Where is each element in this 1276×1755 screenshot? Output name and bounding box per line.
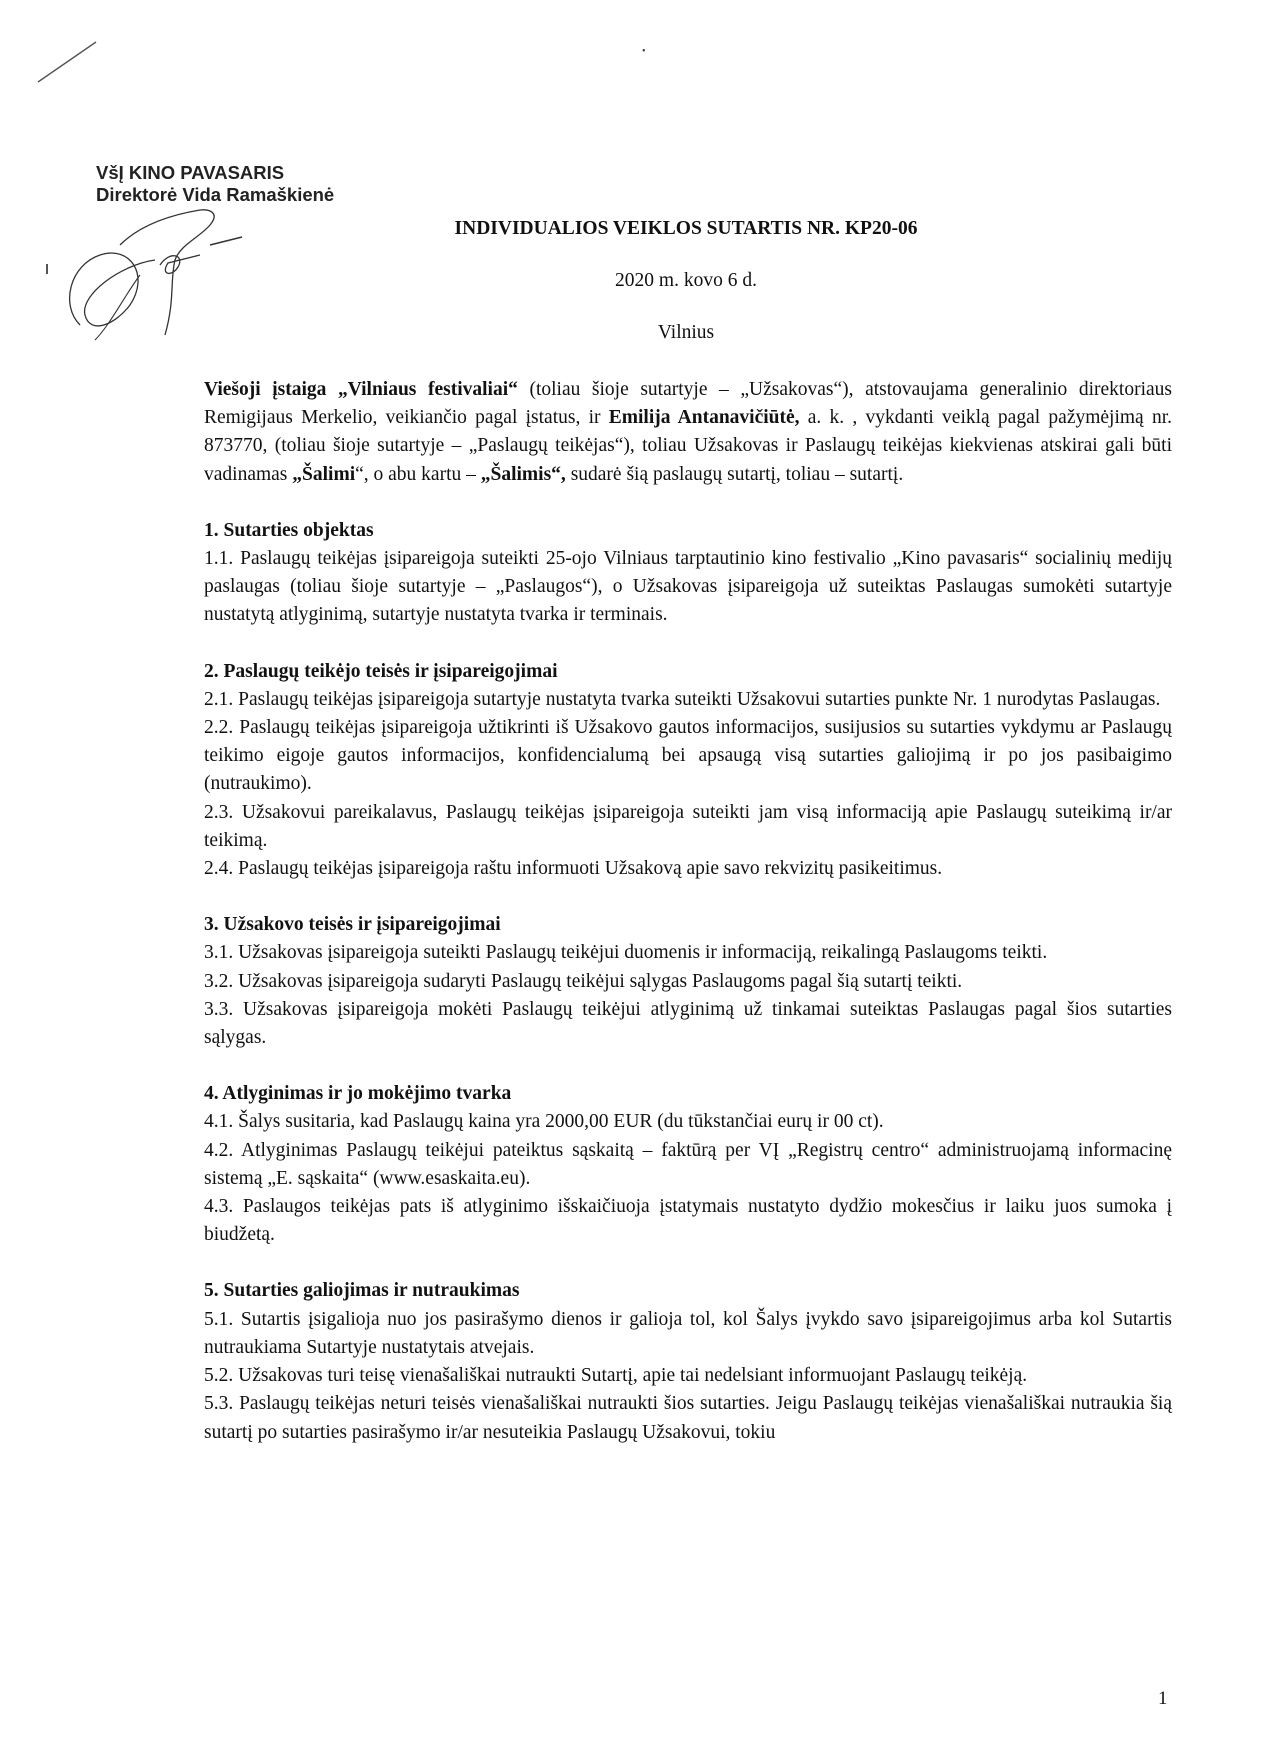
contract-city: Vilnius [657, 322, 715, 343]
clause: 2.1. Paslaugų teikėjas įsipareigoja sutartyje nustatyta tvarka suteikti Užsakovui sutarties punkte Nr. 1 nurodytas Paslaugas. [204, 688, 1161, 710]
clause: 2.3. Užsakovui pareikalavus, Paslaugų teikėjas įsipareigoja suteikti jam visą informaciją apie Paslaugų suteikimą ir/ar teikimą. [204, 801, 1172, 851]
scan-dot: • [642, 46, 646, 57]
intro-org-name: Viešoji įstaiga „Vilniaus festivaliai“ [204, 379, 518, 400]
section-heading: 1. Sutarties objektas [204, 519, 374, 541]
section-heading: 3. Užsakovo teisės ir įsipareigojimai [204, 914, 501, 936]
intro-text-1: (toliau šioje sutartyje – „Užsakovas“), atstovaujama generalinio direktoriaus Remigijaus Merkelio, veikiančio pagal įstatus, ir [204, 379, 1172, 429]
stamp-director: Direktorė Vida Ramaškienė [96, 184, 335, 205]
contract-title: INDIVIDUALIOS VEIKLOS SUTARTIS NR. KP20-06 [454, 218, 918, 239]
contract-body [204, 376, 1172, 1447]
stamp-org: VšĮ KINO PAVASARIS [96, 162, 285, 183]
section-heading: 4. Atlyginimas ir jo mokėjimo tvarka [204, 1083, 512, 1105]
page-number: 1 [1158, 1688, 1168, 1709]
clause: 2.4. Paslaugų teikėjas įsipareigoja raštu informuoti Užsakovą apie savo rekvizitų pasikeitimus. [204, 858, 943, 880]
intro-person: Emilija Antanavičiūtė, [608, 407, 800, 429]
clause: 4.3. Paslaugos teikėjas pats iš atlyginimo išskaičiuoja įstatymais nustatyto dydžio mokesčius ir laiku juos sumoka į biudžetą. [204, 1196, 1172, 1246]
clause: 3.3. Užsakovas įsipareigoja mokėti Paslaugų teikėjui atlyginimą už tinkamai suteiktas Paslaugas pagal šios sutarties sąlygas. [204, 998, 1172, 1049]
clause: 4.2. Atlyginimas Paslaugų teikėjui pateiktus sąskaitą – faktūrą per VĮ „Registrų centro“ administruojamą informacinę sistemą „E. sąskaita“ (www.esaskaita.eu). [204, 1139, 1172, 1189]
clause: 5.2. Užsakovas turi teisę vienašališkai nutraukti Sutartį, apie tai nedelsiant informuojant Paslaugų teikėją. [204, 1365, 1028, 1387]
section-heading: 5. Sutarties galiojimas ir nutraukimas [204, 1280, 520, 1302]
clause: 1.1. Paslaugų teikėjas įsipareigoja suteikti 25-ojo Vilniaus tarptautinio kino festivalio „Kino pavasaris“ socialinių medijų paslaugas (toliau šioje sutartyje – „Paslaugos“), o Užsakovas įsipareigoja už suteiktas Paslaugas sumokėti sutartyje nustatytą atlyginimą, sutartyje nustatyta tvarka ir terminais. [204, 548, 1172, 626]
pen-stroke-mark [36, 36, 106, 86]
clause: 4.1. Šalys susitaria, kad Paslaugų kaina yra 2000,00 EUR (du tūkstančiai eurų ir 00 ct). [204, 1111, 884, 1133]
intro-paragraph [204, 376, 1172, 489]
clause: 5.3. Paslaugų teikėjas neturi teisės vienašališkai nutraukti šios sutarties. Jeigu Paslaugų teikėjas vienašališkai nutraukia šią sutartį po sutarties pasirašymo ir/ar nesuteikia Paslaugų Užsakovui, tokiu [204, 1393, 1172, 1443]
intro-text-4: sudarė šią paslaugų sutartį, toliau – sutartį. [565, 463, 904, 485]
intro-text-2: a. k. , vykdanti veiklą pagal pažymėjimą nr. 873770, (toliau šioje sutartyje – „Paslaugų teikėjas“), toliau Užsakovas ir Paslaugų teikėjas kiekvienas atskirai gali būti vadinamas [204, 407, 1172, 485]
intro-salimi: „Šalimi [292, 463, 356, 485]
intro-text-3: “, o abu kartu – [355, 463, 481, 485]
contract-date: 2020 m. kovo 6 d. [615, 270, 757, 291]
clause: 5.1. Sutartis įsigalioja nuo jos pasirašymo dienos ir galioja tol, kol Šalys įvykdo savo įsipareigojimus arba kol Sutartis nutraukiama Sutartyje nustatytais atvejais. [204, 1308, 1172, 1358]
clause: 3.2. Užsakovas įsipareigoja sudaryti Paslaugų teikėjui sąlygas Paslaugoms pagal šią sutartį teikti. [204, 970, 963, 992]
clause: 2.2. Paslaugų teikėjas įsipareigoja užtikrinti iš Užsakovo gautos informacijos, susijusios su sutarties vykdymu ar Paslaugų teikimo eigoje gautos informacijos, konfidencialumą bei apsaugą visą sutarties galiojimą ir po jos pasibaigimo (nutraukimo). [204, 717, 1172, 795]
intro-salimis: „Šalimis“, [480, 463, 566, 485]
clause: 3.1. Užsakovas įsipareigoja suteikti Paslaugų teikėjui duomenis ir informaciją, reikalingą Paslaugoms teikti. [204, 942, 1048, 964]
director-stamp [96, 162, 334, 206]
section-heading: 2. Paslaugų teikėjo teisės ir įsipareigojimai [204, 660, 558, 682]
